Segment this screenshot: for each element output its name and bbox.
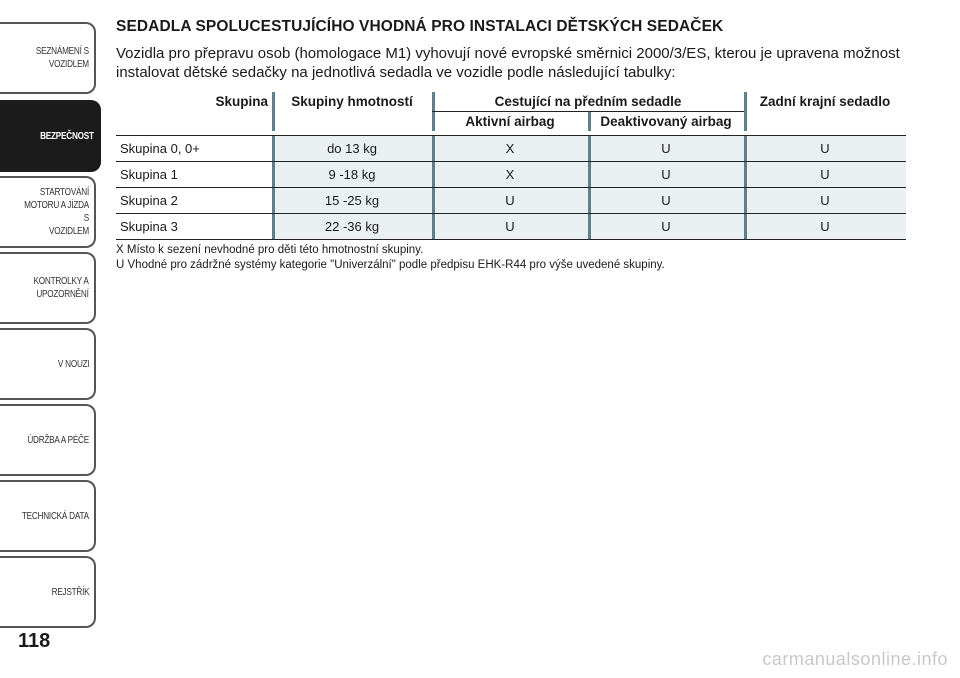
note-x: X Místo k sezení nevhodné pro děti této hmotnostní skupiny.	[116, 244, 424, 256]
section-title: SEDADLA SPOLUCESTUJÍCÍHO VHODNÁ PRO INSTALACI DĚTSKÝCH SEDAČEK	[116, 18, 724, 35]
table-row	[116, 136, 906, 162]
table-row	[116, 188, 906, 214]
tab-technicka-data[interactable]	[0, 480, 96, 552]
tab-startovani-motoru[interactable]	[0, 176, 96, 248]
tab-label: TECHNICKÁ DATA	[22, 509, 89, 522]
tab-seznameni-s-vozidlem[interactable]	[0, 22, 96, 94]
header-rear-seat: Zadní krajní sedadlo	[744, 92, 906, 131]
cell-active-airbag: X	[432, 136, 588, 162]
tab-label: ÚDRŽBA A PÉČE	[27, 433, 89, 446]
cell-group: Skupina 3	[116, 214, 272, 240]
child-seat-table	[116, 92, 906, 240]
cell-deactivated-airbag: U	[588, 136, 744, 162]
cell-deactivated-airbag: U	[588, 214, 744, 240]
cell-rear-seat: U	[744, 162, 906, 188]
header-deactivated-airbag: Deaktivovaný airbag	[588, 112, 744, 132]
tab-bezpecnost[interactable]	[0, 100, 101, 172]
tab-label: BEZPEČNOST	[40, 129, 94, 142]
cell-active-airbag: U	[432, 188, 588, 214]
header-weight: Skupiny hmotností	[272, 92, 432, 131]
header-front-passenger: Cestující na předním sedadle	[432, 92, 744, 112]
tab-rejstrik[interactable]	[0, 556, 96, 628]
cell-rear-seat: U	[744, 136, 906, 162]
cell-group: Skupina 0, 0+	[116, 136, 272, 162]
intro-paragraph: Vozidla pro přepravu osob (homologace M1) vyhovují nové evropské směrnici 2000/3/ES, kterou je upravena možnost instalovat dětské sedačky na jednotlivá sedadla ve vozidle podle následující tabulky:	[116, 45, 900, 81]
cell-rear-seat: U	[744, 188, 906, 214]
table-notes	[116, 243, 906, 273]
cell-active-airbag: X	[432, 162, 588, 188]
tab-kontrolky-a-upozorneni[interactable]	[0, 252, 96, 324]
tab-label: STARTOVÁNÍ MOTORU A JÍZDA S VOZIDLEM	[24, 186, 89, 237]
tab-label: V NOUZI	[57, 357, 89, 370]
table-row	[116, 162, 906, 188]
watermark: carmanualsonline.info	[762, 649, 948, 669]
cell-weight: 9 -18 kg	[272, 162, 432, 188]
tab-label: KONTROLKY A UPOZORNĚNÍ	[33, 275, 89, 300]
table-row	[116, 214, 906, 240]
tab-udrzba-a-pece[interactable]	[0, 404, 96, 476]
cell-weight: 15 -25 kg	[272, 188, 432, 214]
cell-group: Skupina 2	[116, 188, 272, 214]
page-content	[116, 18, 906, 273]
tab-label: SEZNÁMENÍ S VOZIDLEM	[36, 45, 89, 70]
header-group: Skupina	[215, 94, 268, 109]
cell-weight: do 13 kg	[272, 136, 432, 162]
cell-weight: 22 -36 kg	[272, 214, 432, 240]
cell-deactivated-airbag: U	[588, 162, 744, 188]
cell-rear-seat: U	[744, 214, 906, 240]
cell-group: Skupina 1	[116, 162, 272, 188]
cell-active-airbag: U	[432, 214, 588, 240]
cell-deactivated-airbag: U	[588, 188, 744, 214]
note-u: U Vhodné pro zádržné systémy kategorie "Univerzální" podle předpisu EHK-R44 pro výše uvedené skupiny.	[116, 259, 665, 271]
header-active-airbag: Aktivní airbag	[432, 112, 588, 132]
tab-label: REJSTŘÍK	[51, 585, 89, 598]
page-number: 118	[18, 630, 51, 652]
tab-v-nouzi[interactable]	[0, 328, 96, 400]
